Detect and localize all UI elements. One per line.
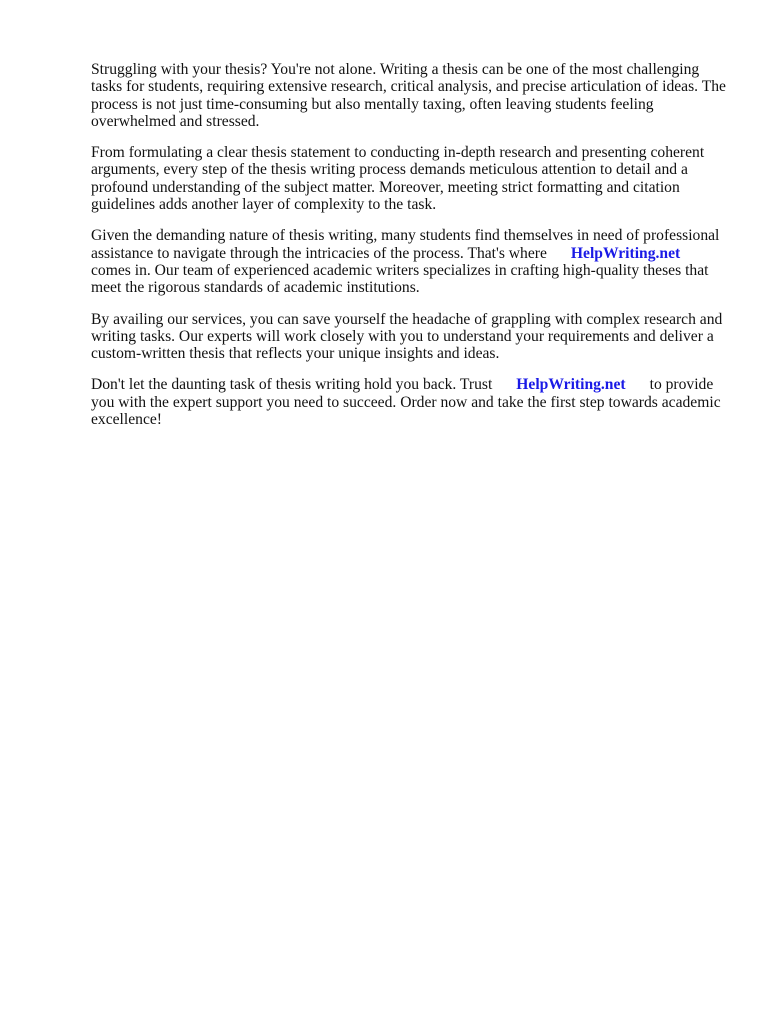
paragraph-challenges: From formulating a clear thesis statement to conducting in-depth research and presenting coherent arguments, every step of the thesis writing process demands meticulous attention to detail and a profound understanding of the subject matter. Moreover, meeting strict formatting and citation guidelines adds another layer of complexity to the task.	[91, 144, 705, 214]
paragraph-call-to-action	[91, 376, 731, 428]
helpwriting-link-cta[interactable]: HelpWriting.net	[516, 376, 626, 394]
paragraph-benefits: By availing our services, you can save yourself the headache of grappling with complex research and writing tasks. Our experts will work closely with you to understand your requirements and deliver a custom-written thesis that reflects your unique insights and ideas.	[91, 310, 723, 363]
paragraph-intro: Struggling with your thesis? You're not alone. Writing a thesis can be one of the most challenging tasks for students, requiring extensive research, critical analysis, and precise articulation of ideas. The process is not just time-consuming but also mentally taxing, often leaving students feeling overwhelmed and stressed.	[91, 61, 726, 130]
document-body	[91, 61, 731, 442]
paragraph-service-intro	[91, 227, 731, 296]
paragraph-service-intro-continuation: comes in. Our team of experienced academic writers specializes in crafting high-quality theses that meet the rigorous standards of academic institutions.	[91, 261, 709, 297]
paragraph-service-intro-text: Given the demanding nature of thesis writing, many students find themselves in need of professional assistance to navigate through the intricacies of the process. That's where	[91, 227, 720, 262]
helpwriting-link[interactable]: HelpWriting.net	[570, 244, 681, 262]
paragraph-cta-text: Don't let the daunting task of thesis writing hold you back. Trust	[91, 376, 493, 394]
paragraph-cta-continuation: to provide you with the expert support you need to succeed. Order now and take the first step towards academic excellence!	[91, 376, 721, 429]
